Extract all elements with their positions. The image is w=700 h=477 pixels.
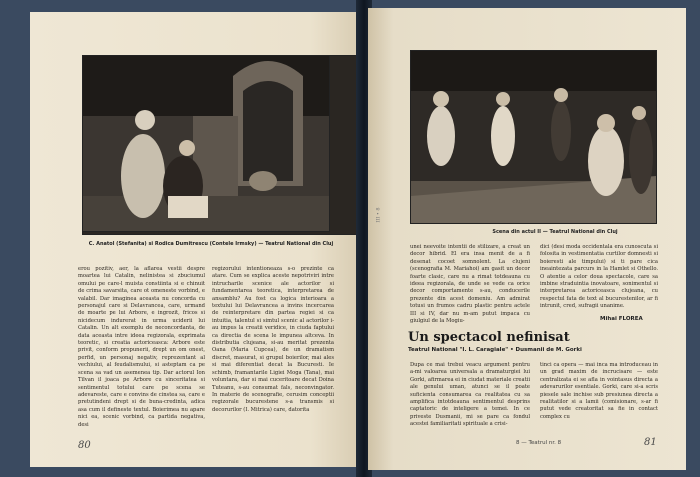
left-column-2 (212, 266, 334, 436)
left-page-number: 80 (78, 440, 91, 451)
article-subheading: Teatrul National "I. L. Caragiale" • Dusmanii de M. Gorki (408, 347, 582, 353)
left-photo-scene (83, 56, 329, 231)
right-column-2 (540, 244, 658, 316)
author-signature: Mihai FLOREA (600, 316, 643, 322)
left-column-2-text: regizorului intentioneaza s-o prezinte ca atare. Cum se explica aceste nepotriviri intre intrucharile scenice ale actorilor si fundamentarea teoretica, interpretarea de ansamblu? Au fost ca logica interioara a textului lui Delavrancea a invins incercarea de reinterpretare din partea regiei si ca intuitia, talentul si simtul scenic al actorilor i-au impus la creatii veridice, in ciuda faptului ca directia de scena le impunea altceva. In distributia clujeana, si-au meritat prezenta Oana (Maria Cupcea), de un dramatism discret, masurat, si grupul boierilor, mai ales si mai diferentiat decat la Bucuresti. Ie schimb, framantarile Ligiei Moga (Tana), mai voluntara, dar si mai cuceritoare decat Doina Tuteanu, s-au consumat fals, neconvingator. In materie de scenografie, cerusim conceptii regizorale bucurestene s-a transmis si decorurilor (I. Mitrica) care, datorita (212, 266, 334, 413)
right-lower-column-2-text: tinci ca opera — mai inca ma introduceau in un grad maxim de incrucisare — este centralizata ei se afla in vointasus directa a adevarurilor esentiale. Gorki, care si-a scris piesele sale inchise sub presiunea directa a realitatilor si a lamii (comisionare, s-ar fi putut vede creatoritat sa fie in contact complex cu (540, 362, 658, 420)
left-column-1-text: erou pozitiv, aer, la aflarea vestii despre moartea lui Catalin, nelinistea si zbuciumul omului pe care-l muista constiinta si e chinuit de crima savarsita, care ot omeneste vorbind, e valabil. Dar imaginea aceasta nu concorda cu personajul care si Delavrancea, care, urmand de moarte pe lui Arbore, e ingrozit, fricos si nicidecum indurerat in urma uciderii lui Catalin. Un alt exemplu de neconcordanta, de data aceasta intre ideea regizorala, exprimata teoretic, si creatia actoriceasca: Arbore este privit, conform propunerii, drept un om onest, perfid, un personaj negativ, reprezentant al vechiului, al feudalismului, si asteptam ca pe scena sa vad un asemenea tip. Dar actorul Ion Tilvan il joaca pe Arbore cu sinceritatea si sentimentul totului care pe scena se adevareste, care e convins de cinstea sa, care e pretutindeni drept si de buna-credinta, adica asa cum il defineste textul. Boierimea nu apare nici ea, scenic vorbind, ca partida negativa, desi (78, 266, 205, 428)
right-caption: Scena din actul II — Teatrul National din Cluj (492, 229, 618, 235)
right-column-1-text: unei neevoite intentii de stilizare, a creat un decor hibrid. El era insa menit de a fi desenat cocoet somnolent. La clujeni (scenografia M. Mariahoi) am gasit un decor foarte clasic, care nu a rimat totdeauna cu ideea regizorala, de unde se vede ca orice decor comportamente s-au, conducerile prezente din acest domeniu. Am admirat totusi un frumos cadru plastic pentru actele III si IV, dar nu m-am putut impaca cu giulgiul de la Mogiu- (410, 244, 530, 324)
right-column-2-text: dici (desi moda occidentala era cunoscuta si folosita in vestimentatia curtilor domnesti si boieresti ale timpului) si ti pare cica ineaintezata parcurs in la Hamlet si Othello. O atentie a celor doua spectacole, care sa imbine straduintia inovatoare, sonimentul si interpretarea actoriceasca clujeana, cu respectul fata de text al bucurestenilor, ar fi intrunit, cred, sufragii unanime. (540, 244, 658, 310)
right-theatre-photo (410, 50, 657, 224)
article-headline: Un spectacol nefinisat (408, 330, 570, 345)
right-lower-column-1 (410, 362, 530, 436)
right-lower-column-1-text: Dupa ce mai trebui veacu argument pentru a-mi valoarea universala a dramaturgiei lui Gorki, afirmarea ei in ciudat materiale creatii ale genului uman, atunci se il poate suficienta consumarea ca realitatea cu sa amplifica intotdeauna sentimentul desprins captatoric de inteligere a temei. In ce priveste Dusmanii, mi se pare ca fondul acestei familiaritati spirituale a crisi- (410, 362, 530, 428)
right-photo-scene (411, 51, 656, 223)
right-page-number: 81 (644, 437, 657, 448)
right-lower-column-2 (540, 362, 658, 436)
right-column-1 (410, 244, 530, 324)
page-footer: 8 — Teatrul nr. 8 (516, 440, 562, 446)
left-caption: C. Anatol (Stefanita) si Rodica Dumitrescu (Contele Irmsky) — Teatrul National din Cluj (88, 241, 334, 247)
right-margin-note: III • 8 (375, 207, 382, 223)
left-theatre-photo (82, 55, 330, 232)
left-column-1 (78, 266, 205, 436)
